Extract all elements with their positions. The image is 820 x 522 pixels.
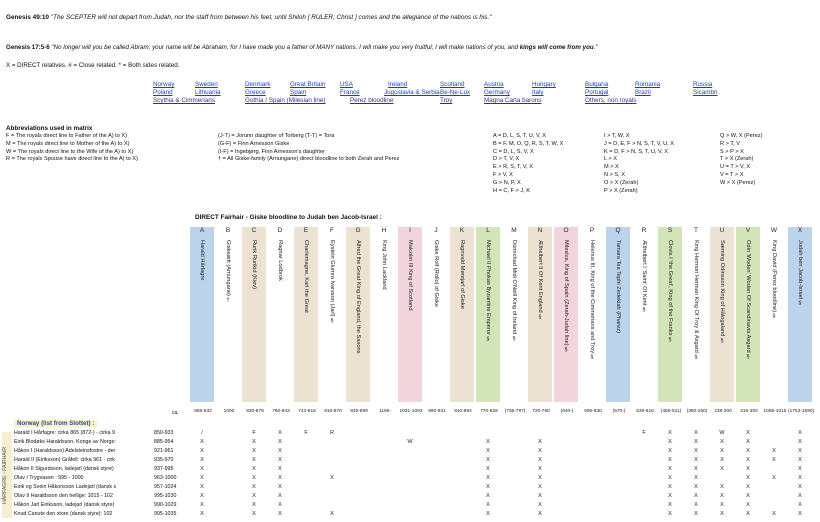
matrix-mark: X	[278, 502, 282, 508]
matrix-mark: X	[538, 457, 542, 463]
abbrev-line: M = The royals direct line to Mother of the A) to X)	[6, 140, 130, 147]
matrix-column	[762, 227, 786, 402]
column-letter: W	[770, 227, 778, 234]
genesis17-ref: Genesis 17:5-6	[6, 44, 50, 51]
matrix-mark: X	[798, 430, 802, 436]
matrix-column	[658, 227, 682, 402]
matrix-mark: X	[798, 493, 802, 499]
column-years: 239-300	[714, 409, 732, 414]
column-name: Judah ben Jacob-Israel §	[797, 240, 803, 307]
matrix-mark: X	[486, 493, 490, 499]
country-link[interactable]: Great Britain	[290, 81, 326, 88]
column-letter: S	[667, 227, 673, 234]
matrix-mark: X	[278, 493, 282, 499]
column-years: 742-818	[298, 409, 316, 414]
abbrev-line: (J-T) = Jorunn daughter of Torberg (T-T) = Tora	[218, 133, 335, 139]
column-name: Æthelbert I 'Saint' Of Kent §	[641, 240, 647, 313]
row-name: Harald I Hårfagre: cirka 865 (872-) - cirka 9	[14, 430, 115, 436]
column-name: Donnchad Midi O'Neill King of Ireland §	[511, 240, 517, 342]
column-years: 840-894	[454, 409, 472, 414]
matrix-mark: X	[668, 511, 672, 517]
matrix-mark: X	[798, 484, 802, 490]
matrix-mark: X	[694, 457, 698, 463]
row-name: Olav II Haraldsson den hellige: 1015 - 102	[14, 493, 113, 499]
matrix-mark: X	[252, 502, 256, 508]
row-name: Eirik Blodøks Haraldsson, Konge av Norge:	[14, 439, 116, 445]
matrix-mark: X	[746, 511, 750, 517]
column-letter: C	[251, 227, 257, 234]
column-years: 215-300	[740, 409, 758, 414]
column-name: Charlemagne, Karl the Great	[303, 240, 309, 313]
matrix-mark: R	[330, 430, 334, 436]
matrix-mark: X	[252, 466, 256, 472]
country-link[interactable]: Perez bloodline	[350, 97, 394, 104]
matrix-column	[450, 227, 474, 402]
matrix-mark: X	[772, 511, 776, 517]
matrix-column	[736, 227, 760, 402]
matrix-mark: X	[720, 511, 724, 517]
country-link[interactable]: Portugal	[585, 89, 609, 96]
abbrev-line: O > X (Zerah)	[604, 179, 639, 186]
matrix-mark: X	[252, 511, 256, 517]
country-link[interactable]: Russia	[693, 81, 713, 88]
matrix-column	[372, 227, 396, 402]
matrix-column	[346, 227, 370, 402]
matrix-mark: X	[720, 439, 724, 445]
matrix-column	[242, 227, 266, 402]
matrix-mark: X	[486, 457, 490, 463]
matrix-column	[424, 227, 448, 402]
abbrev-line: N > S, X	[604, 172, 625, 178]
row-years: 990-1029	[154, 502, 177, 508]
matrix-mark: X	[746, 493, 750, 499]
matrix-mark: X	[772, 448, 776, 454]
abbrev-line: S > P > X	[720, 148, 744, 155]
abbrev-line: R = The royals Spouse have direct line to the A) to X)	[6, 156, 138, 163]
matrix-mark: X	[798, 466, 802, 472]
matrix-mark: X	[200, 502, 204, 508]
column-letter: F	[330, 227, 334, 234]
abbrev-line: C = D, L, S, V, X	[493, 148, 534, 155]
matrix-column	[268, 227, 292, 402]
row-years: 921-961	[154, 448, 174, 454]
matrix-mark: X	[538, 439, 542, 445]
abbrev-line: E > R, S, T, V, X	[493, 164, 533, 171]
country-link[interactable]: Italy	[532, 89, 544, 96]
column-letter: J	[434, 227, 438, 234]
matrix-mark: X	[746, 466, 750, 472]
genesis49-text: "The SCEPTER will not depart from Judah, nor the staff from between his feet, until Shiloh [ RULER; Christ ] comes and the allegiance of the nations is his."	[49, 14, 492, 21]
abbrev-line: F = The royals direct line to Father of the A) to X)	[6, 133, 127, 139]
matrix-mark: /	[201, 430, 203, 436]
row-name: Håkon I (Haraldsson) Adelsteinsfostre - der	[14, 448, 116, 454]
column-years: 539-616	[636, 409, 654, 414]
matrix-mark: X	[694, 493, 698, 499]
matrix-mark: X	[330, 475, 334, 481]
column-letter: E	[303, 227, 309, 234]
matrix-mark: X	[252, 493, 256, 499]
column-name: Giskeætt (Arnungane) †	[225, 240, 231, 304]
abbrev-line: L > X	[604, 156, 618, 163]
row-years: 850-933	[154, 430, 174, 436]
abbrev-line: V = T > X	[720, 172, 744, 178]
abbrev-line: I > T, W, X	[604, 133, 630, 139]
abbrev-line: B = F, M, O, Q, R, S, T, W, X	[493, 140, 564, 147]
row-name: Håkon Jarl Eiriksson, ladejarl (dansk styre)	[14, 502, 115, 508]
country-link[interactable]: Ireland	[388, 81, 408, 88]
abbrev-line: T > X (Zerah)	[720, 156, 754, 163]
column-letter: O	[563, 227, 569, 234]
row-years: 995-1035	[154, 511, 177, 517]
matrix-mark: X	[668, 466, 672, 472]
matrix-mark: X	[200, 484, 204, 490]
matrix-mark: X	[746, 484, 750, 490]
row-name: Knud Canute den store (dansk styre): 102	[14, 511, 113, 517]
genesis17-end: ."	[593, 44, 598, 51]
column-letter: G	[355, 227, 361, 234]
matrix-mark: X	[720, 484, 724, 490]
column-years: (1753-1690)	[788, 409, 815, 414]
column-letter: N	[537, 227, 543, 234]
matrix-mark: X	[278, 511, 282, 517]
row-years: 885-954	[154, 439, 174, 445]
column-letter: T	[694, 227, 698, 234]
matrix-mark: X	[694, 466, 698, 472]
side-label: HÅRFAGRE - FAIRHAIR	[2, 432, 12, 518]
abbrev-line: F > V, X	[493, 172, 513, 178]
matrix-mark: X	[694, 484, 698, 490]
country-link[interactable]: Scythia & Cimmerians	[153, 97, 215, 104]
column-name: Malcolm III King of Scotland	[407, 240, 413, 311]
ca-label: ca.	[172, 410, 179, 416]
column-letter: H	[381, 227, 387, 234]
country-link[interactable]: Jugoslavia & Serbia	[384, 89, 440, 96]
matrix-column	[320, 227, 344, 402]
column-name: Alfred the Great King of England, the Saxons	[355, 240, 361, 354]
abbrev-line: D > T, V, X	[493, 156, 520, 163]
abbrev-line: † = All Giske-family (Arnungane) direct bloodline to both Zerah and Perez	[218, 156, 400, 163]
column-years: (466-511)	[660, 409, 682, 414]
column-years: 770-829	[480, 409, 498, 414]
matrix-mark: X	[668, 493, 672, 499]
matrix-mark: X	[694, 475, 698, 481]
matrix-column	[710, 227, 734, 402]
column-name: Odin 'Woden' Wodan Of Scandinavia Asgard §	[745, 240, 751, 361]
column-years: 860-931	[428, 409, 446, 414]
matrix-column	[632, 227, 656, 402]
abbrev-line: G > N, P, X	[493, 179, 521, 186]
matrix-mark: X	[538, 448, 542, 454]
matrix-mark: X	[720, 502, 724, 508]
matrix-mark: X	[668, 439, 672, 445]
genesis49-quote	[6, 14, 492, 21]
column-letter: Q	[615, 227, 621, 234]
matrix-mark: X	[668, 475, 672, 481]
relations-legend: X = DIRECT relatives. # = Close related. * = Both sides related.	[6, 62, 180, 69]
matrix-mark: X	[668, 484, 672, 490]
country-link[interactable]: USA	[340, 81, 353, 88]
column-letter: X	[797, 227, 803, 234]
matrix-mark: X	[746, 448, 750, 454]
matrix-column	[554, 227, 578, 402]
column-name: Tamara Tea Tephi Zedekiah (Pharez)	[615, 240, 621, 334]
row-years: 935-970	[154, 457, 174, 463]
column-name: Sæming Odinsson King of Hålogaland §	[719, 240, 725, 345]
matrix-mark: X	[486, 466, 490, 472]
matrix-mark: X	[798, 511, 802, 517]
matrix-mark: X	[278, 484, 282, 490]
column-years: 720-760	[532, 409, 550, 414]
country-link[interactable]: Hungary	[532, 81, 556, 88]
column-name: Æthelbert II Of Kent England §	[537, 240, 543, 321]
matrix-mark: X	[798, 502, 802, 508]
abbrev-line: P > X (Zerah)	[604, 187, 638, 194]
abbrev-line: M > X	[604, 164, 619, 171]
matrix-mark: X	[200, 493, 204, 499]
matrix-mark: X	[720, 493, 724, 499]
abbrev-line: (G-F) = Finn Arnesson Giske	[218, 140, 290, 147]
country-link[interactable]: Sicambri	[693, 89, 718, 96]
country-link[interactable]: Bulgaria	[585, 81, 609, 88]
column-letter: M	[511, 227, 517, 234]
matrix-mark: X	[200, 457, 204, 463]
matrix-mark: X	[200, 448, 204, 454]
matrix-mark: X	[278, 475, 282, 481]
column-years: (735-797)	[504, 409, 526, 414]
country-link[interactable]: France	[340, 89, 360, 96]
matrix-mark: X	[486, 475, 490, 481]
row-name: Olav I Trygvason : 995 - 1000	[14, 475, 84, 481]
section-title: Norway (list from Slottet) :	[14, 420, 97, 427]
abbrev-line: H = C, F > J, K	[493, 187, 530, 194]
matrix-mark: X	[798, 475, 802, 481]
matrix-mark: W	[719, 430, 725, 436]
matrix-column	[294, 227, 318, 402]
matrix-mark: X	[330, 511, 334, 517]
matrix-mark: X	[746, 439, 750, 445]
abbrev-line: W = The royals direct line to the Wife of the A) to X)	[6, 148, 134, 155]
country-link[interactable]: Be-Ne-Lux	[440, 89, 471, 96]
country-link[interactable]: Romania	[635, 81, 661, 88]
matrix-column	[606, 227, 630, 402]
matrix-mark: X	[694, 430, 698, 436]
matrix-mark: X	[798, 448, 802, 454]
genesis17-bold: kings will come from you	[519, 44, 594, 51]
column-years: 810-870	[324, 409, 342, 414]
country-link[interactable]: Others, non royals	[585, 97, 637, 104]
matrix-mark: X	[668, 502, 672, 508]
matrix-mark: X	[486, 439, 490, 445]
abbrev-line: U = T > V, X	[720, 164, 751, 171]
column-letter: I	[409, 227, 411, 234]
matrix-mark: X	[798, 439, 802, 445]
country-link[interactable]: Brazil	[635, 89, 651, 96]
column-name: Ragnar Lodbrok	[277, 240, 283, 281]
matrix-mark: X	[720, 448, 724, 454]
column-name: Ragnvald Mørejarl of Giske	[459, 240, 465, 309]
matrix-mark: F	[252, 430, 256, 436]
matrix-mark: X	[746, 430, 750, 436]
column-letter: K	[459, 227, 465, 234]
matrix-column	[788, 227, 812, 402]
matrix-mark: X	[278, 439, 282, 445]
matrix-mark: F	[642, 430, 646, 436]
matrix-mark: X	[694, 439, 698, 445]
matrix-mark: X	[252, 448, 256, 454]
matrix-mark: X	[252, 439, 256, 445]
matrix-mark: X	[694, 448, 698, 454]
column-years: 1166-	[379, 409, 391, 414]
abbrev-title: Abbreviations used in matrix	[6, 125, 93, 132]
matrix-mark: X	[252, 475, 256, 481]
matrix-mark: X	[278, 430, 282, 436]
country-link[interactable]: Greece	[245, 89, 266, 96]
matrix-mark: X	[694, 502, 698, 508]
matrix-mark: X	[252, 457, 256, 463]
column-name: Rurik Rurikid (Kiev)	[251, 240, 257, 289]
matrix-mark: X	[252, 484, 256, 490]
row-years: 957-1024	[154, 484, 177, 490]
matrix-column	[528, 227, 552, 402]
matrix-mark: X	[278, 448, 282, 454]
column-name: Eystein Glumra Ivarsson (Jarl) §	[329, 240, 335, 325]
column-name: Michael II Phokas Byzantine Emperor §	[485, 240, 491, 343]
abbrev-line: R > T, V	[720, 140, 740, 147]
column-name: Giske Rolf (Rollo) of Giske	[433, 240, 439, 308]
matrix-mark: X	[720, 466, 724, 472]
column-letter: R	[641, 227, 647, 234]
country-link[interactable]: Norway	[153, 81, 175, 88]
column-letter: B	[225, 227, 231, 234]
column-name: King John Lackland	[381, 240, 387, 290]
matrix-column	[580, 227, 604, 402]
matrix-mark: X	[668, 457, 672, 463]
country-link[interactable]: Sweden	[195, 81, 218, 88]
column-years: 865-932	[194, 409, 212, 414]
column-years: 1085-1015	[763, 409, 787, 414]
matrix-column	[476, 227, 500, 402]
column-name: King David (Perez bloodline) §	[771, 240, 777, 320]
genesis17-quote	[6, 44, 598, 51]
row-years: 995-1030	[154, 493, 177, 499]
country-link[interactable]: Poland	[153, 89, 173, 96]
column-letter: L	[486, 227, 490, 234]
matrix-mark: W	[407, 439, 413, 445]
abbrev-line: J = D, E, F > N, S, T, V, U, X	[604, 140, 674, 147]
matrix-mark: X	[538, 502, 542, 508]
genesis49-ref: Genesis 49:10	[6, 14, 49, 21]
column-letter: D	[277, 227, 283, 234]
matrix-mark: X	[538, 511, 542, 517]
matrix-mark: X	[668, 448, 672, 454]
matrix-mark: X	[486, 448, 490, 454]
column-name: Helenus III, King of the Cimmerians and Troy §	[589, 240, 595, 361]
column-years: (570-)	[612, 409, 626, 414]
row-name: Eirik og Svein Håkonsson Ladejarl (dansk s	[14, 484, 117, 490]
column-letter: A	[199, 227, 205, 234]
column-name: Harald Hårfagre	[199, 240, 205, 281]
column-name: King Hermon Herman King Of Troy & Asgard §	[693, 240, 699, 361]
abbrev-line: K = D, F > N, S, T, U, V, X	[604, 148, 669, 155]
country-link[interactable]: Magna Carta barons	[484, 97, 542, 104]
column-years: 830-879	[246, 409, 264, 414]
column-name: Milesius, King of Spain (Zerah-Judah line) §	[563, 240, 569, 354]
matrix-mark: X	[200, 466, 204, 472]
country-link[interactable]: Denmark	[245, 81, 271, 88]
matrix-mark: X	[772, 457, 776, 463]
matrix-mark: X	[200, 511, 204, 517]
matrix-mark: X	[538, 484, 542, 490]
column-letter: V	[745, 227, 751, 234]
abbrev-line: A = D, L, S, T, U, V, X	[493, 133, 547, 139]
matrix-mark: X	[798, 457, 802, 463]
matrix-title: DIRECT Fairhair - Giske bloodline to Judah ben Jacob-Israel :	[195, 214, 382, 221]
row-name: Håkon II Sigurdsson, ladejarl (dansk styre)	[14, 466, 114, 472]
country-link[interactable]: Germany	[484, 89, 510, 96]
country-link[interactable]: Spain	[290, 89, 307, 96]
column-years: (350-250)	[686, 409, 708, 414]
matrix-mark: X	[538, 475, 542, 481]
genesis17-text: "No longer will you be called Abram; your name will be Abraham, for I have made you a father of MANY nations. I will make you very fruitful; I will make nations of you, and	[49, 44, 520, 51]
matrix-mark: X	[278, 457, 282, 463]
matrix-column	[398, 227, 422, 402]
column-years: 1031-1093	[399, 409, 423, 414]
column-years: 760-843	[272, 409, 290, 414]
country-link[interactable]: Troy	[440, 97, 453, 104]
country-link[interactable]: Lithuania	[195, 89, 221, 96]
matrix-mark: X	[200, 439, 204, 445]
abbrev-line: (I-F) = Ingebjørg, Finn Arnesson's daughter	[218, 148, 325, 155]
country-link[interactable]: Austria	[484, 81, 504, 88]
matrix-mark: X	[538, 493, 542, 499]
matrix-mark: F	[304, 430, 308, 436]
matrix-mark: X	[486, 511, 490, 517]
matrix-mark: X	[486, 502, 490, 508]
matrix-mark: X	[668, 430, 672, 436]
matrix-column	[216, 227, 240, 402]
matrix-mark: X	[278, 466, 282, 472]
column-letter: P	[589, 227, 595, 234]
matrix-mark: X	[720, 457, 724, 463]
matrix-mark: X	[772, 475, 776, 481]
matrix-mark: X	[486, 484, 490, 490]
column-letter: U	[719, 227, 725, 234]
matrix-mark: X	[538, 466, 542, 472]
column-years: 849-899	[350, 409, 368, 414]
row-years: 963-1000	[154, 475, 177, 481]
country-link[interactable]: Scotland	[440, 81, 465, 88]
abbrev-line: Q > W, X (Perez)	[720, 133, 763, 139]
row-name: Harald II (Eiriksson) Gråfell: cirka 961 - cirk	[14, 457, 115, 463]
column-years: 595-630	[584, 409, 602, 414]
matrix-mark: X	[746, 457, 750, 463]
country-link[interactable]: Gothia / Spain (Milesian line)	[245, 97, 326, 104]
row-years: 937-995	[154, 466, 174, 472]
matrix-mark: X	[746, 475, 750, 481]
matrix-mark: X	[694, 511, 698, 517]
matrix-column	[684, 227, 708, 402]
column-years: (640-)	[560, 409, 574, 414]
matrix-column	[190, 227, 214, 402]
matrix-column	[502, 227, 526, 402]
column-years: 1000	[223, 409, 235, 414]
matrix-mark: X	[200, 475, 204, 481]
matrix-mark: X	[746, 502, 750, 508]
column-name: Clovis I 'the Great', King of the Franks §	[667, 240, 673, 344]
abbrev-line: W > X (Perez)	[720, 179, 756, 186]
